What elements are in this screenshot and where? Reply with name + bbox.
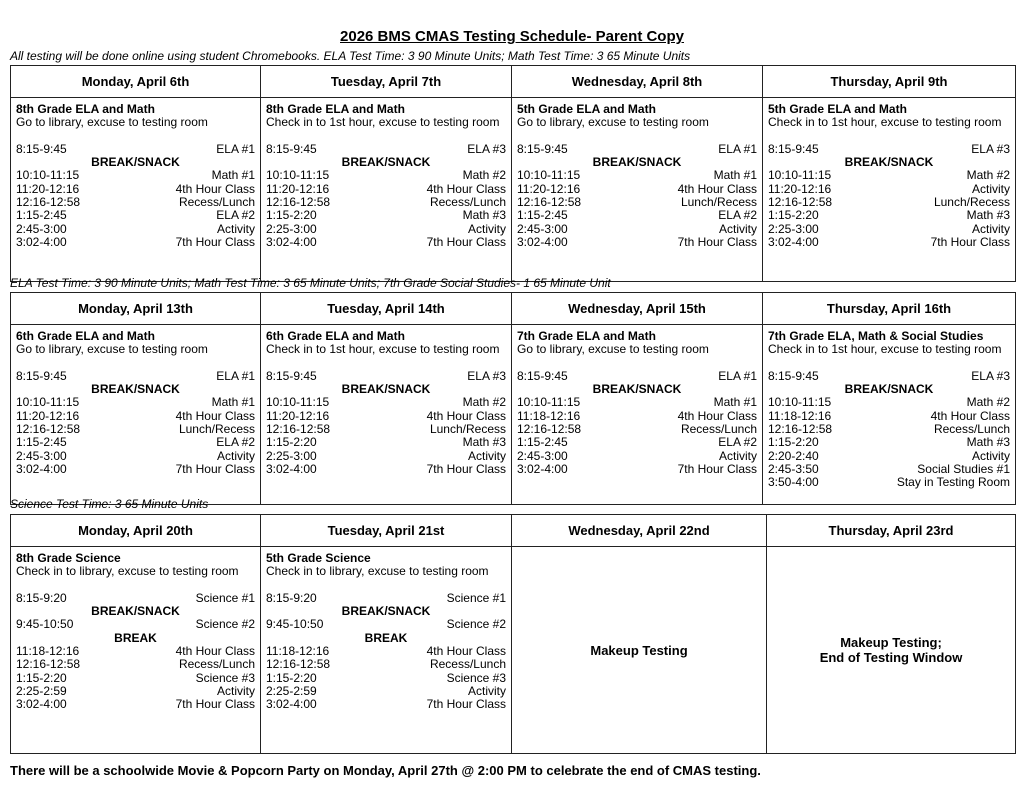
day-cell: [763, 98, 1016, 282]
time: 8:15-9:45: [266, 141, 317, 156]
break-row: BREAK/SNACK: [844, 155, 934, 170]
day-cell: [261, 98, 512, 282]
week-table-2: [10, 292, 1016, 505]
time: 12:16-12:58: [266, 195, 331, 210]
activity: ELA #2: [216, 208, 255, 223]
activity: Math #3: [966, 435, 1010, 450]
activity: Activity: [971, 181, 1010, 196]
activity: Activity: [467, 448, 506, 463]
time: 1:15-2:20: [768, 208, 819, 223]
time: 2:25-3:00: [768, 221, 819, 236]
schedule-row: [16, 436, 255, 449]
schedule-row: [16, 196, 255, 209]
time: 12:16-12:58: [517, 422, 582, 437]
time: 12:16-12:58: [266, 657, 331, 672]
time: 2:25-2:59: [16, 683, 67, 698]
day-cell: [261, 325, 512, 505]
schedule-row: [768, 423, 1010, 436]
schedule-row: [16, 450, 255, 463]
activity: Activity: [718, 221, 757, 236]
day-header: Wednesday, April 8th: [512, 66, 763, 98]
schedule-row: [266, 423, 506, 436]
activity: Activity: [971, 448, 1010, 463]
schedule-row: [16, 645, 255, 658]
activity: Recess/Lunch: [680, 422, 757, 437]
time: 2:25-3:00: [266, 221, 317, 236]
time: 1:15-2:20: [16, 670, 67, 685]
cell-instructions: Check in to 1st hour, excuse to testing room: [266, 115, 500, 130]
time: 11:20-12:16: [266, 181, 330, 196]
schedule-row: [16, 169, 255, 182]
spacer: [768, 130, 1010, 143]
spacer: [16, 357, 255, 370]
activity: ELA #1: [216, 141, 255, 156]
schedule-row: [16, 410, 255, 423]
time: 3:02-4:00: [16, 697, 67, 712]
schedule-row: [768, 450, 1010, 463]
activity: ELA #1: [718, 368, 757, 383]
activity: 7th Hour Class: [175, 234, 255, 249]
time: 8:15-9:45: [16, 141, 67, 156]
cell-instructions: Go to library, excuse to testing room: [517, 115, 709, 130]
header-row: [11, 293, 1016, 325]
activity: Recess/Lunch: [178, 195, 255, 210]
day-header: Tuesday, April 14th: [261, 293, 512, 325]
break-row: BREAK/SNACK: [844, 382, 934, 397]
time: 11:18-12:16: [517, 408, 581, 423]
spacer: [517, 130, 757, 143]
cell-title: 8th Grade ELA and Math: [16, 102, 155, 116]
activity: 4th Hour Class: [930, 408, 1010, 423]
schedule-row: [768, 476, 1010, 489]
schedule-row: [16, 396, 255, 409]
body-row: [11, 325, 1016, 505]
week-table-1: [10, 65, 1016, 282]
activity: 7th Hour Class: [175, 461, 255, 476]
time: 9:45-10:50: [16, 617, 74, 632]
schedule-row: [517, 410, 757, 423]
time: 2:20-2:40: [768, 448, 819, 463]
activity: Recess/Lunch: [933, 422, 1010, 437]
time: 8:15-9:45: [517, 368, 568, 383]
week-note: All testing will be done online using student Chromebooks. ELA Test Time: 3 90 Minute Units; Math Test Time: 3 65 Minute Units: [10, 49, 691, 63]
time: 12:16-12:58: [266, 422, 331, 437]
schedule-row: [768, 436, 1010, 449]
time: 12:16-12:58: [16, 422, 81, 437]
header-row: [11, 515, 1016, 547]
schedule-row: [517, 209, 757, 222]
schedule-row: [768, 209, 1010, 222]
cell-instructions: Go to library, excuse to testing room: [517, 342, 709, 357]
time: 3:02-4:00: [16, 461, 67, 476]
schedule-row: [16, 236, 255, 249]
time: 10:10-11:15: [517, 168, 581, 183]
activity: Activity: [216, 221, 255, 236]
day-cell: [261, 547, 512, 754]
schedule-row: [266, 183, 506, 196]
activity: Science #3: [446, 670, 506, 685]
cell-title: 8th Grade ELA and Math: [266, 102, 405, 116]
schedule-row: [16, 223, 255, 236]
schedule-row: [16, 698, 255, 711]
schedule-row: [768, 236, 1010, 249]
schedule-row: [16, 463, 255, 476]
day-cell: [512, 547, 767, 754]
day-header: Wednesday, April 15th: [512, 293, 763, 325]
break-row: BREAK: [114, 630, 157, 645]
schedule-row: [517, 396, 757, 409]
cell-instructions: Check in to library, excuse to testing room: [266, 564, 489, 579]
time: 11:18-12:16: [266, 644, 330, 659]
schedule-row: [266, 223, 506, 236]
time: 11:20-12:16: [768, 181, 832, 196]
activity: Science #1: [446, 590, 506, 605]
time: 8:15-9:20: [266, 590, 317, 605]
time: 1:15-2:20: [266, 208, 317, 223]
time: 10:10-11:15: [266, 395, 330, 410]
activity: Math #3: [462, 208, 506, 223]
time: 8:15-9:45: [16, 368, 67, 383]
activity: Recess/Lunch: [178, 657, 255, 672]
schedule-row: [266, 209, 506, 222]
activity: ELA #2: [718, 435, 757, 450]
activity: Math #2: [966, 395, 1010, 410]
day-cell: [512, 98, 763, 282]
time: 3:02-4:00: [517, 461, 568, 476]
activity: Lunch/Recess: [680, 195, 757, 210]
schedule-row: [768, 223, 1010, 236]
time: 3:02-4:00: [16, 234, 67, 249]
week-table-3: [10, 514, 1016, 754]
activity: Science #3: [195, 670, 255, 685]
week-note: ELA Test Time: 3 90 Minute Units; Math Test Time: 3 65 Minute Units; 7th Grade Social Studies- 1 65 Minute Unit: [10, 276, 611, 290]
time: 8:15-9:45: [517, 141, 568, 156]
activity: Science #1: [195, 590, 255, 605]
time: 8:15-9:45: [266, 368, 317, 383]
schedule-row: [768, 183, 1010, 196]
break-row: BREAK/SNACK: [91, 382, 180, 397]
activity: ELA #3: [467, 368, 506, 383]
time: 10:10-11:15: [768, 395, 832, 410]
break-row: BREAK/SNACK: [341, 604, 431, 619]
activity: ELA #3: [971, 368, 1010, 383]
activity: Math #3: [966, 208, 1010, 223]
time: 11:20-12:16: [16, 181, 80, 196]
time: 11:18-12:16: [768, 408, 832, 423]
schedule-row: [768, 463, 1010, 476]
day-cell: [512, 325, 763, 505]
time: 1:15-2:45: [16, 208, 67, 223]
time: 1:15-2:20: [768, 435, 819, 450]
cell-instructions: Go to library, excuse to testing room: [16, 115, 208, 130]
activity: ELA #3: [467, 141, 506, 156]
time: 11:20-12:16: [16, 408, 80, 423]
activity: Science #2: [195, 617, 255, 632]
time: 3:02-4:00: [768, 234, 819, 249]
time: 3:02-4:00: [517, 234, 568, 249]
activity: 7th Hour Class: [677, 461, 757, 476]
activity: Recess/Lunch: [429, 195, 506, 210]
time: 2:45-3:00: [16, 448, 67, 463]
day-header: Tuesday, April 21st: [261, 515, 512, 547]
activity: Lunch/Recess: [178, 422, 255, 437]
schedule-row: [517, 143, 757, 156]
time: 12:16-12:58: [16, 657, 81, 672]
schedule-row: [266, 592, 506, 605]
activity: 7th Hour Class: [677, 234, 757, 249]
activity: Math #2: [462, 395, 506, 410]
activity: Math #1: [211, 168, 255, 183]
spacer: [266, 579, 506, 592]
schedule-row: [266, 196, 506, 209]
activity: Activity: [216, 683, 255, 698]
cell-title: 5th Grade ELA and Math: [768, 102, 907, 116]
time: 2:45-3:50: [768, 461, 819, 476]
schedule-row: [517, 423, 757, 436]
day-header: Thursday, April 16th: [763, 293, 1016, 325]
time: 10:10-11:15: [517, 395, 581, 410]
time: 2:45-3:00: [16, 221, 67, 236]
center-note: End of Testing Window: [819, 650, 963, 665]
day-header: Monday, April 6th: [11, 66, 261, 98]
time: 2:45-3:00: [517, 448, 568, 463]
activity: Stay in Testing Room: [896, 475, 1010, 490]
time: 1:15-2:20: [266, 435, 317, 450]
day-cell: [11, 98, 261, 282]
page-title: 2026 BMS CMAS Testing Schedule- Parent Copy: [340, 28, 684, 45]
activity: Activity: [718, 448, 757, 463]
activity: Social Studies #1: [917, 461, 1010, 476]
spacer: [16, 130, 255, 143]
time: 8:15-9:45: [768, 368, 819, 383]
activity: 7th Hour Class: [426, 234, 506, 249]
spacer: [517, 357, 757, 370]
cell-instructions: Check in to 1st hour, excuse to testing room: [266, 342, 500, 357]
activity: Activity: [971, 221, 1010, 236]
schedule-row: [517, 183, 757, 196]
cell-title: 8th Grade Science: [16, 551, 121, 565]
day-cell: [11, 547, 261, 754]
footer-note: There will be a schoolwide Movie & Popcorn Party on Monday, April 27th @ 2:00 PM to celebrate the end of CMAS testing.: [10, 763, 761, 778]
activity: Math #1: [211, 395, 255, 410]
schedule-row: [16, 183, 255, 196]
schedule-row: [16, 672, 255, 685]
time: 8:15-9:45: [768, 141, 819, 156]
time: 2:25-3:00: [266, 448, 317, 463]
time: 1:15-2:20: [266, 670, 317, 685]
week-note: Science Test Time: 3 65 Minute Units: [10, 497, 209, 511]
cell-instructions: Go to library, excuse to testing room: [16, 342, 208, 357]
activity: 4th Hour Class: [677, 408, 757, 423]
schedule-row: [266, 658, 506, 671]
schedule-row: [266, 436, 506, 449]
activity: 4th Hour Class: [426, 644, 506, 659]
time: 2:45-3:00: [517, 221, 568, 236]
schedule-row: [517, 236, 757, 249]
schedule-row: [266, 396, 506, 409]
schedule-row: [16, 592, 255, 605]
cell-title: 7th Grade ELA, Math & Social Studies: [768, 329, 984, 343]
day-cell: [11, 325, 261, 505]
time: 12:16-12:58: [517, 195, 582, 210]
activity: 4th Hour Class: [175, 644, 255, 659]
activity: ELA #2: [216, 435, 255, 450]
day-header: Wednesday, April 22nd: [512, 515, 767, 547]
activity: Recess/Lunch: [429, 657, 506, 672]
day-header: Thursday, April 23rd: [767, 515, 1016, 547]
spacer: [16, 579, 255, 592]
time: 9:45-10:50: [266, 617, 324, 632]
schedule-row: [16, 370, 255, 383]
schedule-row: [517, 370, 757, 383]
day-header: Thursday, April 9th: [763, 66, 1016, 98]
activity: Activity: [216, 448, 255, 463]
schedule-row: [16, 658, 255, 671]
cell-instructions: Check in to 1st hour, excuse to testing room: [768, 115, 1002, 130]
activity: 7th Hour Class: [930, 234, 1010, 249]
activity: Math #3: [462, 435, 506, 450]
spacer: [768, 357, 1010, 370]
spacer: [266, 130, 506, 143]
activity: Activity: [467, 683, 506, 698]
time: 11:20-12:16: [517, 181, 581, 196]
schedule-row: [266, 672, 506, 685]
time: 2:25-2:59: [266, 683, 317, 698]
time: 1:15-2:45: [16, 435, 67, 450]
schedule-row: [16, 209, 255, 222]
schedule-row: [517, 450, 757, 463]
cell-title: 6th Grade ELA and Math: [266, 329, 405, 343]
header-row: [11, 66, 1016, 98]
cell-title: 5th Grade Science: [266, 551, 371, 565]
cell-title: 5th Grade ELA and Math: [517, 102, 656, 116]
time: 3:02-4:00: [266, 461, 317, 476]
schedule-row: [266, 450, 506, 463]
body-row: [11, 547, 1016, 754]
schedule-row: [266, 370, 506, 383]
time: 10:10-11:15: [16, 395, 80, 410]
schedule-row: [266, 463, 506, 476]
activity: ELA #1: [216, 368, 255, 383]
activity: 7th Hour Class: [426, 697, 506, 712]
activity: 7th Hour Class: [175, 697, 255, 712]
schedule-row: [768, 370, 1010, 383]
schedule-row: [768, 410, 1010, 423]
schedule-row: [768, 396, 1010, 409]
activity: Lunch/Recess: [429, 422, 506, 437]
activity: 4th Hour Class: [677, 181, 757, 196]
schedule-row: [16, 618, 255, 631]
activity: 4th Hour Class: [175, 181, 255, 196]
activity: Math #2: [966, 168, 1010, 183]
schedule-row: [266, 685, 506, 698]
activity: Science #2: [446, 617, 506, 632]
schedule-row: [768, 143, 1010, 156]
activity: ELA #3: [971, 141, 1010, 156]
time: 12:16-12:58: [768, 195, 833, 210]
schedule-row: [266, 645, 506, 658]
time: 12:16-12:58: [768, 422, 833, 437]
activity: Lunch/Recess: [933, 195, 1010, 210]
activity: Math #2: [462, 168, 506, 183]
break-row: BREAK/SNACK: [341, 155, 431, 170]
schedule-row: [517, 196, 757, 209]
time: 1:15-2:45: [517, 435, 568, 450]
day-header: Tuesday, April 7th: [261, 66, 512, 98]
activity: 4th Hour Class: [426, 181, 506, 196]
schedule-row: [768, 169, 1010, 182]
time: 10:10-11:15: [768, 168, 832, 183]
time: 1:15-2:45: [517, 208, 568, 223]
body-row: [11, 98, 1016, 282]
break-row: BREAK/SNACK: [592, 155, 682, 170]
time: 3:50-4:00: [768, 475, 819, 490]
activity: ELA #1: [718, 141, 757, 156]
activity: Math #1: [713, 168, 757, 183]
schedule-row: [16, 423, 255, 436]
schedule-row: [517, 169, 757, 182]
schedule-row: [266, 236, 506, 249]
activity: 4th Hour Class: [426, 408, 506, 423]
schedule-row: [266, 143, 506, 156]
time: 8:15-9:20: [16, 590, 67, 605]
day-header: Monday, April 13th: [11, 293, 261, 325]
break-row: BREAK/SNACK: [592, 382, 682, 397]
activity: Math #1: [713, 395, 757, 410]
activity: 4th Hour Class: [175, 408, 255, 423]
cell-instructions: Check in to library, excuse to testing room: [16, 564, 239, 579]
schedule-row: [266, 698, 506, 711]
break-row: BREAK/SNACK: [91, 604, 180, 619]
time: 3:02-4:00: [266, 234, 317, 249]
schedule-row: [16, 143, 255, 156]
time: 10:10-11:15: [266, 168, 330, 183]
center-note: Makeup Testing: [590, 642, 688, 658]
break-row: BREAK: [364, 630, 408, 645]
time: 12:16-12:58: [16, 195, 81, 210]
schedule-row: [517, 463, 757, 476]
cell-instructions: Check in to 1st hour, excuse to testing room: [768, 342, 1002, 357]
schedule-row: [517, 223, 757, 236]
break-row: BREAK/SNACK: [91, 155, 180, 170]
activity: ELA #2: [718, 208, 757, 223]
activity: Activity: [467, 221, 506, 236]
schedule-row: [266, 618, 506, 631]
day-cell: [767, 547, 1016, 754]
schedule-row: [266, 410, 506, 423]
activity: 7th Hour Class: [426, 461, 506, 476]
schedule-row: [768, 196, 1010, 209]
schedule-row: [16, 685, 255, 698]
schedule-row: [517, 436, 757, 449]
spacer: [266, 357, 506, 370]
time: 11:18-12:16: [16, 644, 80, 659]
time: 3:02-4:00: [266, 697, 317, 712]
day-cell: [763, 325, 1016, 505]
center-note: Makeup Testing;: [840, 635, 942, 650]
schedule-row: [266, 169, 506, 182]
time: 11:20-12:16: [266, 408, 330, 423]
cell-title: 6th Grade ELA and Math: [16, 329, 155, 343]
cell-title: 7th Grade ELA and Math: [517, 329, 656, 343]
break-row: BREAK/SNACK: [341, 382, 431, 397]
time: 10:10-11:15: [16, 168, 80, 183]
day-header: Monday, April 20th: [11, 515, 261, 547]
